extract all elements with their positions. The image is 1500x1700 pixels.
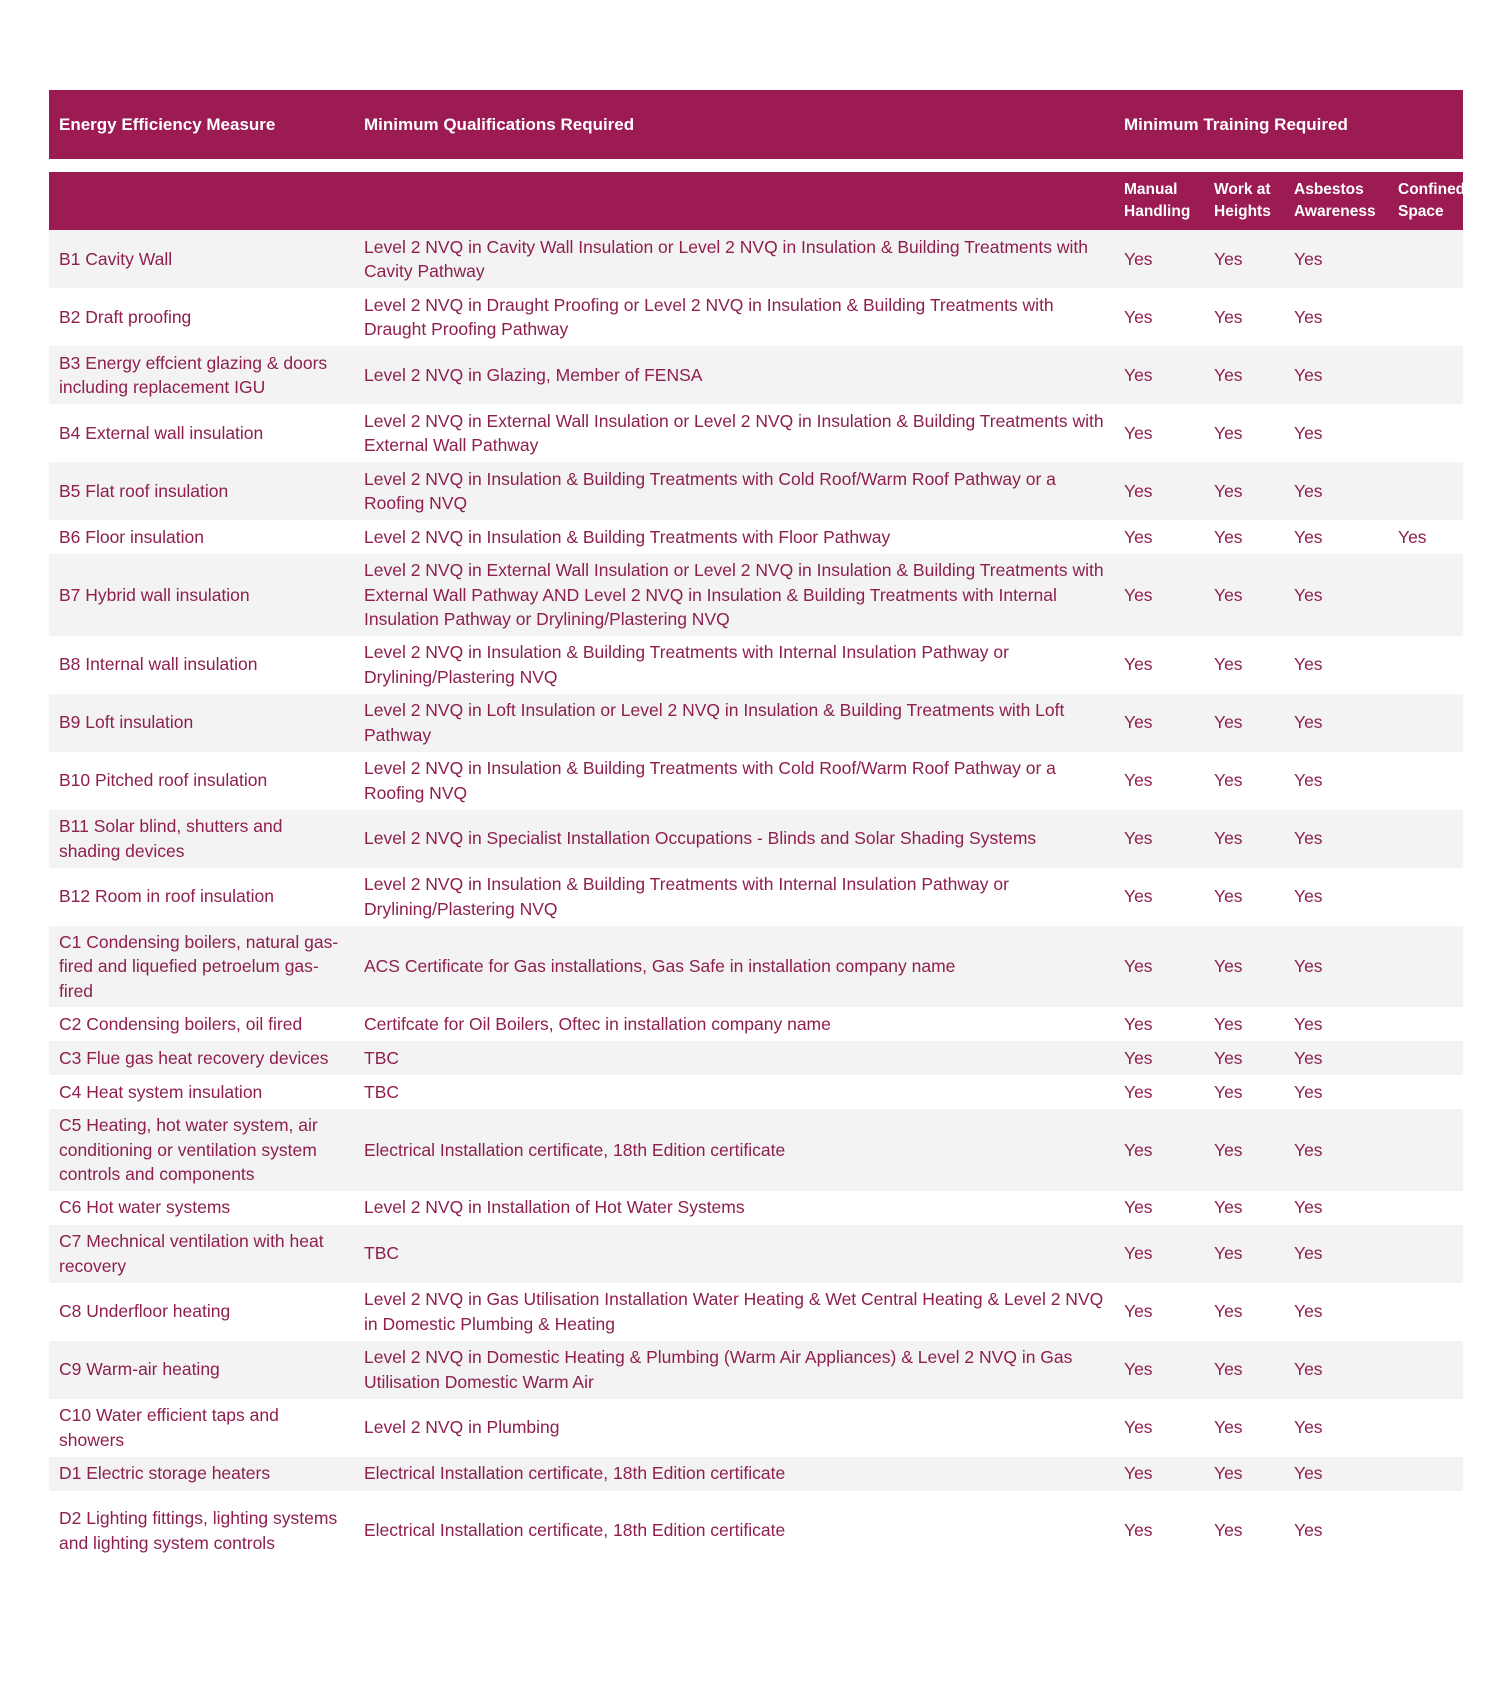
work-at-heights-cell: Yes [1204,462,1284,520]
manual-handling-cell: Yes [1114,1399,1204,1457]
table-row [49,1007,1463,1041]
work-at-heights-cell: Yes [1204,926,1284,1008]
qualification-cell: Level 2 NVQ in Specialist Installation Occupations - Blinds and Solar Shading Systems [354,810,1114,868]
header-training: Minimum Training Required [1114,90,1463,159]
requirements-table [49,90,1466,1571]
confined-space-cell [1388,1491,1463,1571]
confined-space-cell [1388,288,1463,346]
measure-cell: C5 Heating, hot water system, air conditioning or ventilation system controls and components [49,1109,354,1191]
manual-handling-cell: Yes [1114,1109,1204,1191]
qualification-cell: TBC [354,1041,1114,1075]
subheader-confined-space: Confined Space [1388,172,1463,230]
manual-handling-cell: Yes [1114,346,1204,404]
header-measure: Energy Efficiency Measure [49,90,354,159]
table-row [49,346,1463,404]
work-at-heights-cell: Yes [1204,1341,1284,1399]
qualification-cell: Level 2 NVQ in Plumbing [354,1399,1114,1457]
asbestos-awareness-cell: Yes [1284,1491,1388,1571]
asbestos-awareness-cell: Yes [1284,554,1388,636]
qualification-cell: Level 2 NVQ in Insulation & Building Treatments with Cold Roof/Warm Roof Pathway or a Roofing NVQ [354,752,1114,810]
asbestos-awareness-cell: Yes [1284,868,1388,926]
qualification-cell: Level 2 NVQ in Cavity Wall Insulation or Level 2 NVQ in Insulation & Building Treatments with Cavity Pathway [354,230,1114,288]
qualification-cell: Level 2 NVQ in Domestic Heating & Plumbing (Warm Air Appliances) & Level 2 NVQ in Gas Utilisation Domestic Warm Air [354,1341,1114,1399]
subheader-work-at-heights: Work at Heights [1204,172,1284,230]
table-row [49,1109,1463,1191]
measure-cell: B7 Hybrid wall insulation [49,554,354,636]
measure-cell: C9 Warm-air heating [49,1341,354,1399]
qualification-cell: Level 2 NVQ in Installation of Hot Water Systems [354,1191,1114,1225]
manual-handling-cell: Yes [1114,520,1204,554]
confined-space-cell [1388,1341,1463,1399]
table-row [49,1041,1463,1075]
confined-space-cell [1388,926,1463,1008]
asbestos-awareness-cell: Yes [1284,288,1388,346]
asbestos-awareness-cell: Yes [1284,752,1388,810]
asbestos-awareness-cell: Yes [1284,1109,1388,1191]
table-row [49,554,1463,636]
asbestos-awareness-cell: Yes [1284,346,1388,404]
manual-handling-cell: Yes [1114,694,1204,752]
table-row [49,1225,1463,1283]
qualification-cell: Certifcate for Oil Boilers, Oftec in installation company name [354,1007,1114,1041]
table-row [49,462,1463,520]
qualification-cell: Level 2 NVQ in Insulation & Building Treatments with Internal Insulation Pathway or Drylining/Plastering NVQ [354,636,1114,694]
qualification-cell: TBC [354,1075,1114,1109]
asbestos-awareness-cell: Yes [1284,1075,1388,1109]
confined-space-cell [1388,1457,1463,1491]
work-at-heights-cell: Yes [1204,1191,1284,1225]
confined-space-cell [1388,346,1463,404]
qualification-cell: Electrical Installation certificate, 18th Edition certificate [354,1491,1114,1571]
manual-handling-cell: Yes [1114,1225,1204,1283]
manual-handling-cell: Yes [1114,230,1204,288]
measure-cell: B11 Solar blind, shutters and shading devices [49,810,354,868]
measure-cell: B12 Room in roof insulation [49,868,354,926]
confined-space-cell [1388,868,1463,926]
qualification-cell: Level 2 NVQ in Loft Insulation or Level 2 NVQ in Insulation & Building Treatments with Loft Pathway [354,694,1114,752]
asbestos-awareness-cell: Yes [1284,636,1388,694]
confined-space-cell [1388,1225,1463,1283]
confined-space-cell [1388,1075,1463,1109]
confined-space-cell [1388,462,1463,520]
asbestos-awareness-cell: Yes [1284,926,1388,1008]
manual-handling-cell: Yes [1114,1457,1204,1491]
manual-handling-cell: Yes [1114,1191,1204,1225]
measure-cell: D1 Electric storage heaters [49,1457,354,1491]
measure-cell: C7 Mechnical ventilation with heat recovery [49,1225,354,1283]
asbestos-awareness-cell: Yes [1284,520,1388,554]
measure-cell: B9 Loft insulation [49,694,354,752]
work-at-heights-cell: Yes [1204,1041,1284,1075]
work-at-heights-cell: Yes [1204,1399,1284,1457]
asbestos-awareness-cell: Yes [1284,462,1388,520]
manual-handling-cell: Yes [1114,1007,1204,1041]
measure-cell: C6 Hot water systems [49,1191,354,1225]
work-at-heights-cell: Yes [1204,554,1284,636]
requirements-table-container [49,90,1466,1571]
subheader-empty-qualifications [354,172,1114,230]
confined-space-cell [1388,636,1463,694]
asbestos-awareness-cell: Yes [1284,1341,1388,1399]
measure-cell: C4 Heat system insulation [49,1075,354,1109]
asbestos-awareness-cell: Yes [1284,1041,1388,1075]
measure-cell: C3 Flue gas heat recovery devices [49,1041,354,1075]
confined-space-cell [1388,1191,1463,1225]
work-at-heights-cell: Yes [1204,288,1284,346]
table-row [49,926,1463,1008]
manual-handling-cell: Yes [1114,810,1204,868]
confined-space-cell [1388,404,1463,462]
qualification-cell: Electrical Installation certificate, 18th Edition certificate [354,1457,1114,1491]
table-row [49,288,1463,346]
table-row [49,752,1463,810]
subheader-empty-measure [49,172,354,230]
header-spacer [49,159,1463,172]
work-at-heights-cell: Yes [1204,346,1284,404]
table-row [49,1191,1463,1225]
measure-cell: B8 Internal wall insulation [49,636,354,694]
confined-space-cell [1388,1007,1463,1041]
table-body [49,230,1463,1571]
table-row [49,404,1463,462]
subheader-manual-handling: Manual Handling [1114,172,1204,230]
table-row [49,520,1463,554]
work-at-heights-cell: Yes [1204,1457,1284,1491]
work-at-heights-cell: Yes [1204,810,1284,868]
confined-space-cell [1388,752,1463,810]
measure-cell: D2 Lighting fittings, lighting systems and lighting system controls [49,1491,354,1571]
table-row [49,1283,1463,1341]
work-at-heights-cell: Yes [1204,694,1284,752]
measure-cell: B5 Flat roof insulation [49,462,354,520]
manual-handling-cell: Yes [1114,1041,1204,1075]
table-row [49,868,1463,926]
measure-cell: B3 Energy effcient glazing & doors including replacement IGU [49,346,354,404]
measure-cell: C2 Condensing boilers, oil fired [49,1007,354,1041]
work-at-heights-cell: Yes [1204,752,1284,810]
work-at-heights-cell: Yes [1204,1283,1284,1341]
asbestos-awareness-cell: Yes [1284,1399,1388,1457]
table-row [49,1457,1463,1491]
work-at-heights-cell: Yes [1204,1225,1284,1283]
qualification-cell: Level 2 NVQ in Insulation & Building Treatments with Floor Pathway [354,520,1114,554]
confined-space-cell [1388,810,1463,868]
manual-handling-cell: Yes [1114,1341,1204,1399]
table-row [49,694,1463,752]
work-at-heights-cell: Yes [1204,1491,1284,1571]
asbestos-awareness-cell: Yes [1284,1007,1388,1041]
confined-space-cell [1388,694,1463,752]
measure-cell: B2 Draft proofing [49,288,354,346]
confined-space-cell [1388,230,1463,288]
qualification-cell: Level 2 NVQ in External Wall Insulation or Level 2 NVQ in Insulation & Building Treatments with External Wall Pathway [354,404,1114,462]
measure-cell: C10 Water efficient taps and showers [49,1399,354,1457]
work-at-heights-cell: Yes [1204,230,1284,288]
asbestos-awareness-cell: Yes [1284,1225,1388,1283]
work-at-heights-cell: Yes [1204,520,1284,554]
manual-handling-cell: Yes [1114,288,1204,346]
confined-space-cell [1388,1283,1463,1341]
header-row [49,90,1463,159]
work-at-heights-cell: Yes [1204,868,1284,926]
measure-cell: B4 External wall insulation [49,404,354,462]
qualification-cell: Level 2 NVQ in Draught Proofing or Level 2 NVQ in Insulation & Building Treatments with Draught Proofing Pathway [354,288,1114,346]
measure-cell: C1 Condensing boilers, natural gas-fired and liquefied petroelum gas-fired [49,926,354,1008]
work-at-heights-cell: Yes [1204,1109,1284,1191]
asbestos-awareness-cell: Yes [1284,1191,1388,1225]
manual-handling-cell: Yes [1114,1491,1204,1571]
manual-handling-cell: Yes [1114,404,1204,462]
work-at-heights-cell: Yes [1204,1007,1284,1041]
manual-handling-cell: Yes [1114,1283,1204,1341]
asbestos-awareness-cell: Yes [1284,404,1388,462]
confined-space-cell [1388,1109,1463,1191]
manual-handling-cell: Yes [1114,462,1204,520]
measure-cell: B1 Cavity Wall [49,230,354,288]
qualification-cell: Level 2 NVQ in External Wall Insulation or Level 2 NVQ in Insulation & Building Treatments with External Wall Pathway AND Level 2 NVQ in Insulation & Building Treatments with Internal Insulation Pathway or Drylining/Plastering NVQ [354,554,1114,636]
subheader-asbestos-awareness: Asbestos Awareness [1284,172,1388,230]
confined-space-cell [1388,1041,1463,1075]
table-row [49,636,1463,694]
confined-space-cell: Yes [1388,520,1463,554]
table-row [49,230,1463,288]
manual-handling-cell: Yes [1114,554,1204,636]
manual-handling-cell: Yes [1114,636,1204,694]
qualification-cell: Level 2 NVQ in Glazing, Member of FENSA [354,346,1114,404]
asbestos-awareness-cell: Yes [1284,810,1388,868]
qualification-cell: Level 2 NVQ in Gas Utilisation Installation Water Heating & Wet Central Heating & Level 2 NVQ in Domestic Plumbing & Heating [354,1283,1114,1341]
asbestos-awareness-cell: Yes [1284,230,1388,288]
confined-space-cell [1388,1399,1463,1457]
header-qualifications: Minimum Qualifications Required [354,90,1114,159]
confined-space-cell [1388,554,1463,636]
qualification-cell: Electrical Installation certificate, 18th Edition certificate [354,1109,1114,1191]
work-at-heights-cell: Yes [1204,404,1284,462]
table-row [49,1491,1463,1571]
measure-cell: C8 Underfloor heating [49,1283,354,1341]
qualification-cell: ACS Certificate for Gas installations, Gas Safe in installation company name [354,926,1114,1008]
work-at-heights-cell: Yes [1204,1075,1284,1109]
qualification-cell: Level 2 NVQ in Insulation & Building Treatments with Cold Roof/Warm Roof Pathway or a Roofing NVQ [354,462,1114,520]
table-row [49,1341,1463,1399]
asbestos-awareness-cell: Yes [1284,694,1388,752]
measure-cell: B6 Floor insulation [49,520,354,554]
table-row [49,1075,1463,1109]
manual-handling-cell: Yes [1114,926,1204,1008]
qualification-cell: TBC [354,1225,1114,1283]
manual-handling-cell: Yes [1114,868,1204,926]
table-row [49,1399,1463,1457]
manual-handling-cell: Yes [1114,1075,1204,1109]
qualification-cell: Level 2 NVQ in Insulation & Building Treatments with Internal Insulation Pathway or Drylining/Plastering NVQ [354,868,1114,926]
work-at-heights-cell: Yes [1204,636,1284,694]
manual-handling-cell: Yes [1114,752,1204,810]
asbestos-awareness-cell: Yes [1284,1283,1388,1341]
asbestos-awareness-cell: Yes [1284,1457,1388,1491]
subheader-row [49,172,1463,230]
measure-cell: B10 Pitched roof insulation [49,752,354,810]
table-row [49,810,1463,868]
